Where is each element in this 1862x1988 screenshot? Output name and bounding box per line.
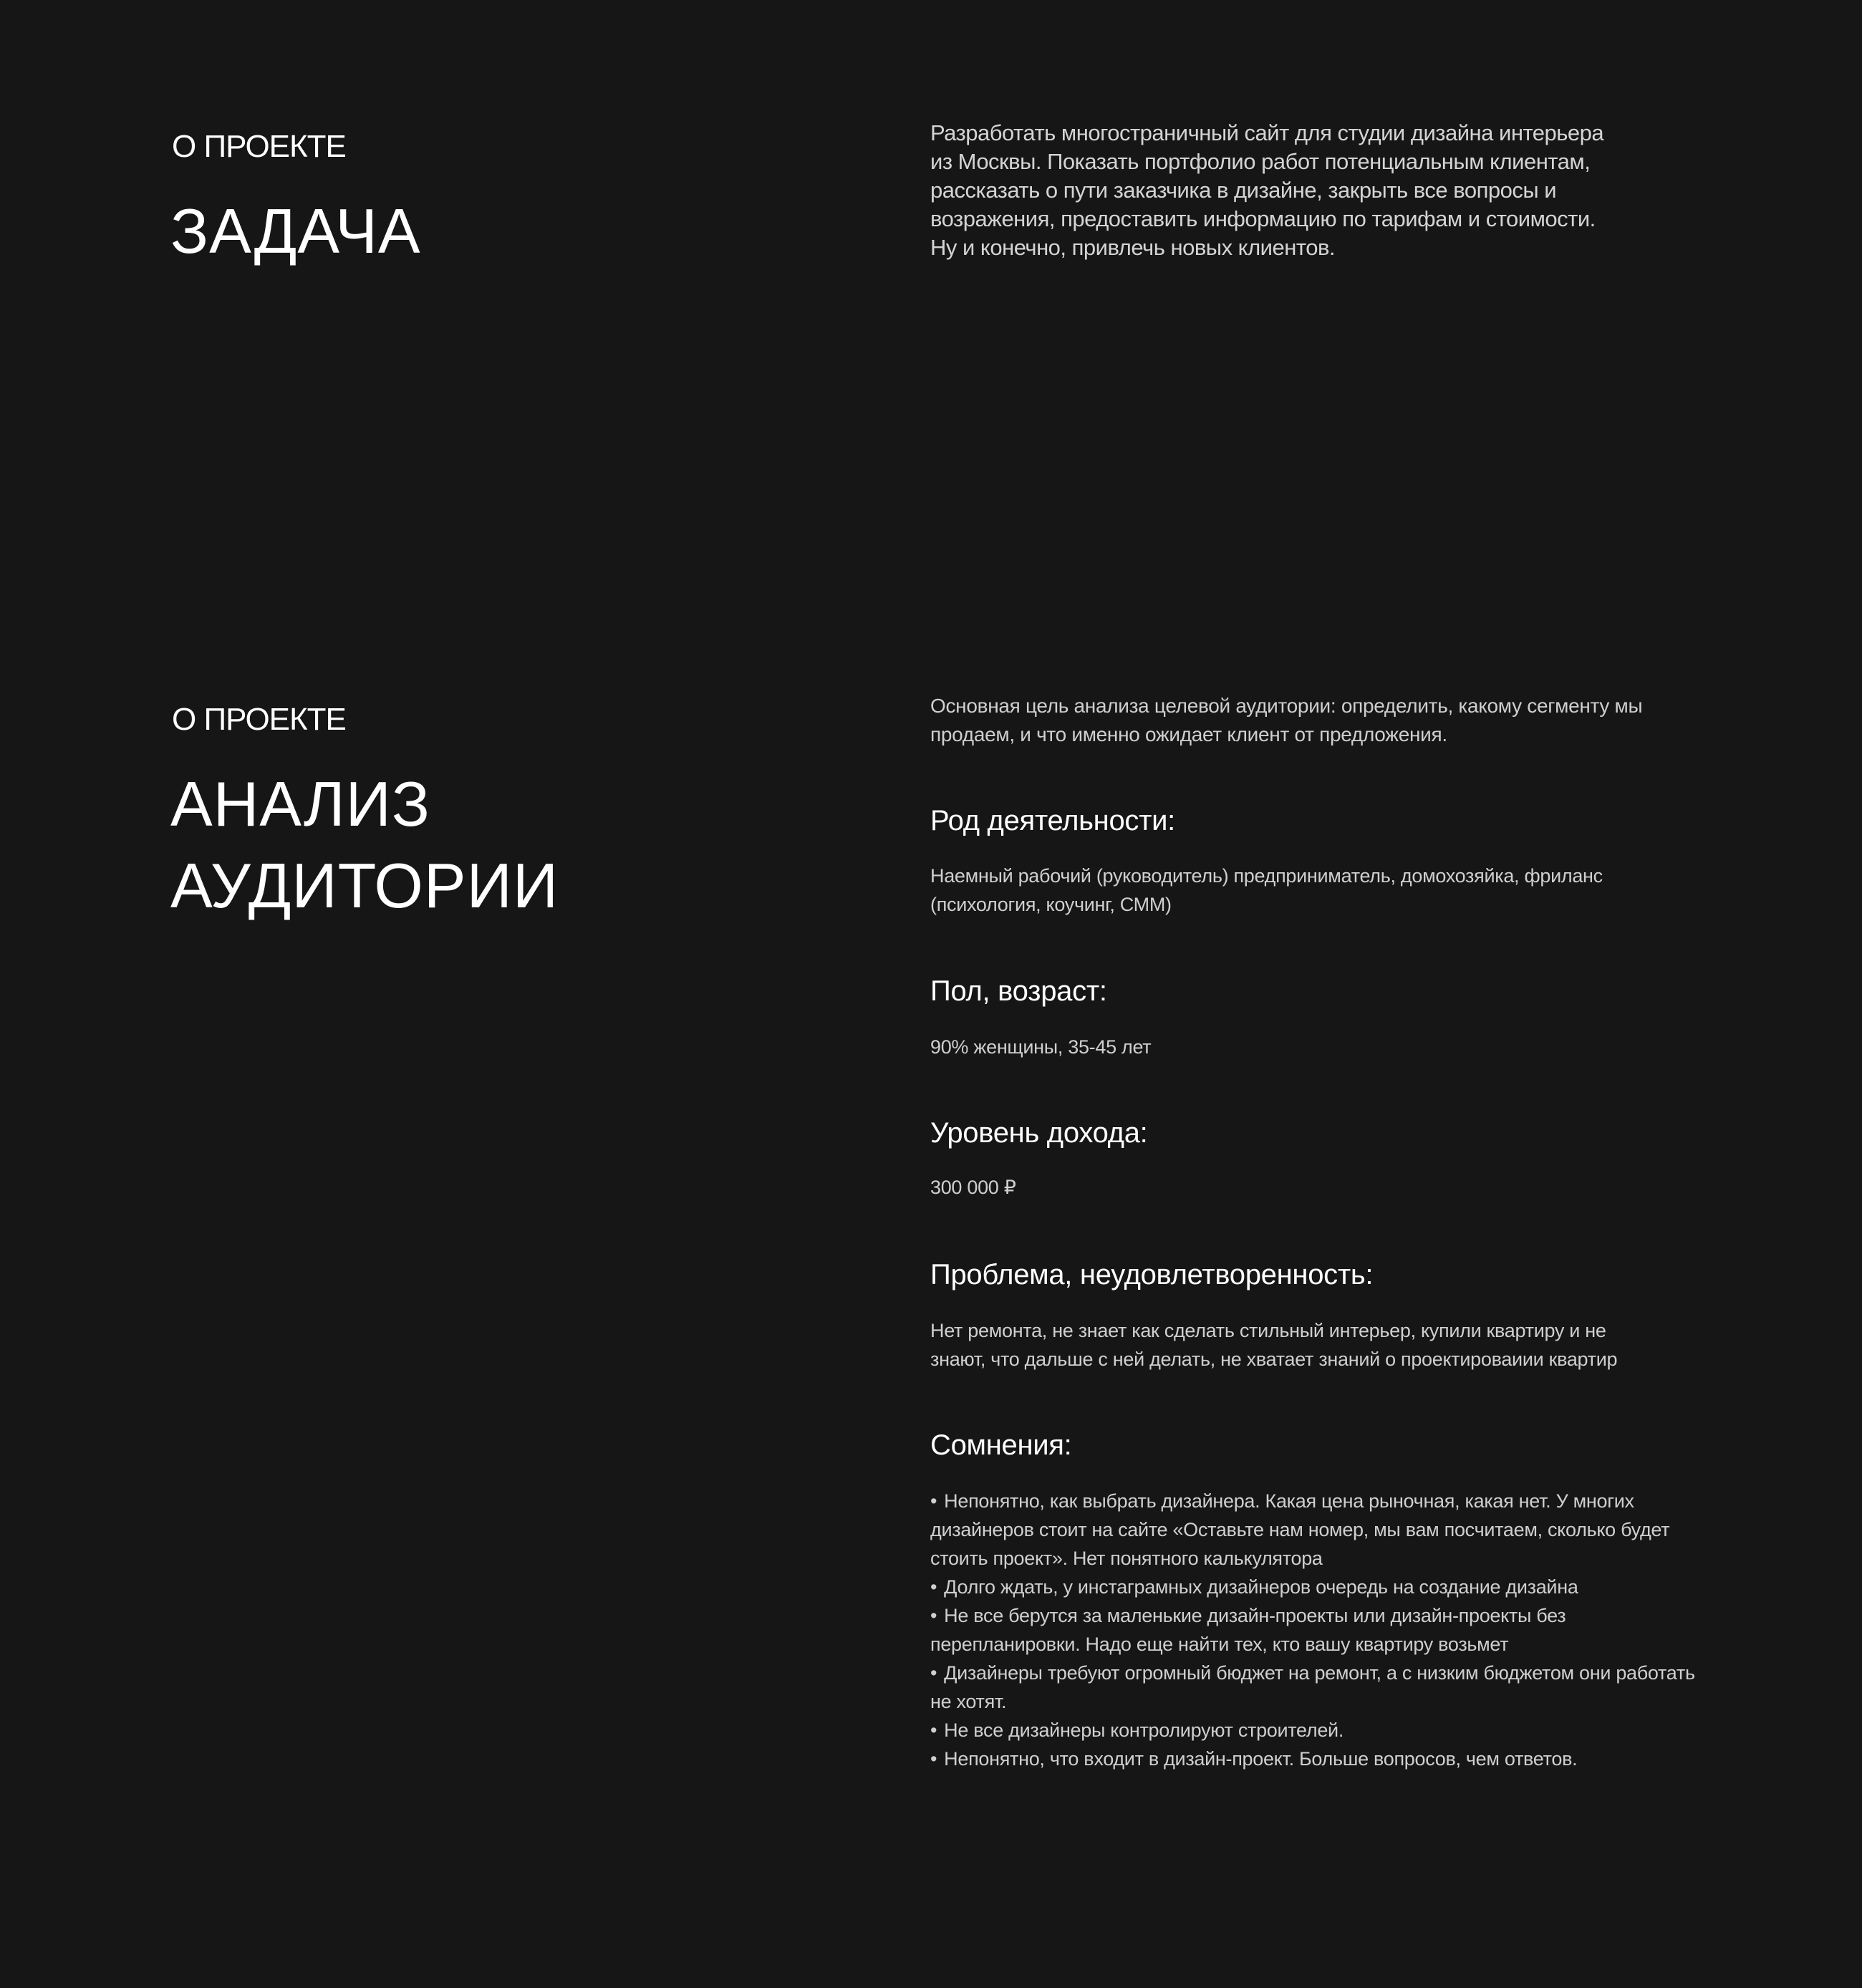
doubts-list [930, 1487, 1697, 1773]
income-line: 300 000 ₽ [930, 1177, 1016, 1198]
task-description-line: Ну и конечно, привлечь новых клиентов. [930, 235, 1336, 260]
occupation-text [930, 862, 1711, 919]
task-description-line: из Москвы. Показать портфолио работ потенциальным клиентам, [930, 149, 1591, 174]
income-heading: Уровень дохода: [930, 1117, 1148, 1149]
occupation-line: Наемный рабочий (руководитель) предприниматель, домохозяйка, фриланс [930, 865, 1603, 887]
section-title-task: ЗАДАЧА [170, 196, 421, 266]
occupation-heading: Род деятельности: [930, 805, 1175, 836]
audience-intro-line: Основная цель анализа целевой аудитории: определить, какому сегменту мы [930, 695, 1643, 717]
section-title-line: АНАЛИЗ [170, 768, 431, 839]
doubt-item: • Долго ждать, у инстаграмных дизайнеров очередь на создание дизайна [930, 1573, 1697, 1601]
section-title-audience [170, 763, 559, 927]
section-eyebrow-audience: О ПРОЕКТЕ [172, 702, 346, 737]
task-description [930, 119, 1711, 262]
problem-line: Нет ремонта, не знает как сделать стильный интерьер, купили квартиру и не [930, 1320, 1606, 1341]
doubt-item: • Непонятно, что входит в дизайн-проект. Больше вопросов, чем ответов. [930, 1745, 1697, 1773]
gender-age-heading: Пол, возраст: [930, 975, 1107, 1007]
problem-line: знают, что дальше с ней делать, не хватает знаний о проектироваиии квартир [930, 1348, 1618, 1370]
doubt-item: • Не все берутся за маленькие дизайн-проекты или дизайн-проекты без перепланировки. Надо еще найти тех, кто вашу квартиру возьмет [930, 1601, 1697, 1659]
occupation-line: (психология, коучинг, СММ) [930, 894, 1172, 915]
income-text [930, 1173, 1711, 1202]
gender-age-text [930, 1033, 1711, 1061]
task-description-line: рассказать о пути заказчика в дизайне, закрыть все вопросы и [930, 178, 1557, 203]
problem-text [930, 1316, 1711, 1374]
doubts-heading: Сомнения: [930, 1429, 1072, 1461]
doubt-item: • Непонятно, как выбрать дизайнера. Какая цена рыночная, какая нет. У многих дизайнеров стоит на сайте «Оставьте нам номер, мы вам посчитаем, сколько будет стоить проект». Нет понятного калькулятора [930, 1487, 1697, 1573]
section-eyebrow-task: О ПРОЕКТЕ [172, 129, 346, 164]
problem-heading: Проблема, неудовлетворенность: [930, 1259, 1374, 1290]
section-title-line: АУДИТОРИИ [170, 850, 559, 921]
gender-age-line: 90% женщины, 35-45 лет [930, 1036, 1152, 1058]
doubt-item: • Дизайнеры требуют огромный бюджет на ремонт, а с низким бюджетом они работать не хотят. [930, 1659, 1697, 1716]
task-description-line: Разработать многостраничный сайт для студии дизайна интерьера [930, 120, 1604, 145]
audience-intro [930, 692, 1711, 749]
audience-intro-line: продаем, и что именно ожидает клиент от предложения. [930, 723, 1447, 746]
task-description-line: возражения, предоставить информацию по тарифам и стоимости. [930, 206, 1596, 231]
doubt-item: • Не все дизайнеры контролируют строителей. [930, 1716, 1697, 1745]
